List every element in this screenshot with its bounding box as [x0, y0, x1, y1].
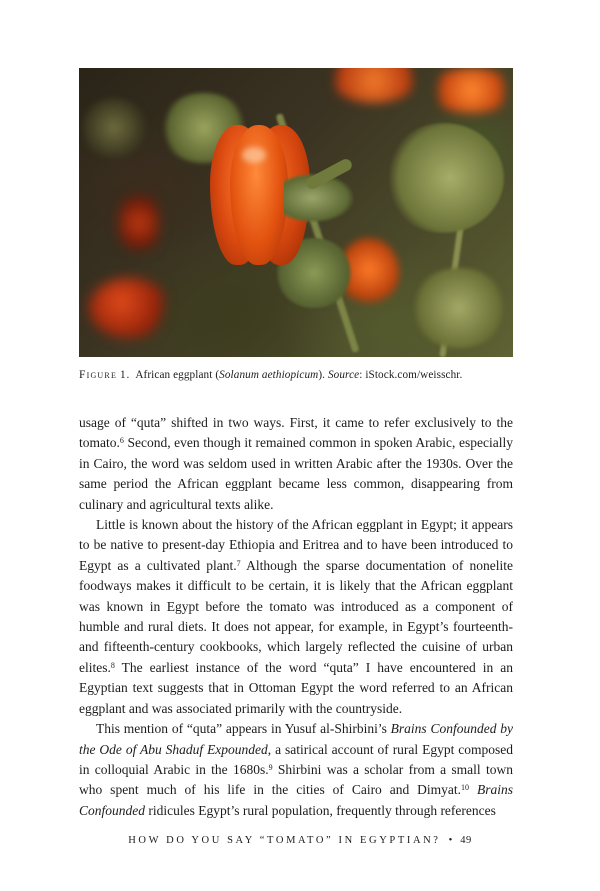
text-run: ridicules Egypt’s rural population, frequently through references — [145, 802, 496, 818]
footer-separator: • — [448, 835, 453, 846]
figure-photo — [79, 68, 513, 357]
photo-foliage — [79, 98, 149, 158]
footnote-ref-7: 7 — [236, 558, 241, 568]
figure-caption — [79, 369, 519, 381]
photo-blurred-fruit — [89, 278, 169, 338]
paragraph-1 — [79, 413, 513, 515]
text-run: usage of “quta” shifted in two ways. First, it came to refer exclusively to the tomato. — [79, 415, 513, 451]
text-run: Shirbini was a scholar from a small town who spent much of his life in the cities of Cairo and Dimyat. — [79, 761, 513, 798]
photo-blurred-fruit — [429, 68, 513, 113]
caption-source: : iStock.com/weisschr. — [359, 369, 463, 381]
text-run: This mention of “quta” appears in Yusuf al-Shirbini’s — [96, 721, 391, 737]
footnote-ref-10: 10 — [461, 783, 470, 793]
running-footer — [0, 835, 600, 846]
figure-number: 1. — [119, 369, 131, 381]
photo-leaf — [409, 268, 509, 348]
photo-blurred-fruit — [119, 188, 159, 258]
text-run: Second, even though it remained common in spoken Arabic, especially in Cairo, the word was seldom used in written Arabic after the 1930s. Over the same period the African eggplant became less common, disappearing from culinary and agricultural texts alike. — [79, 435, 513, 512]
text-run: The earliest instance of the word “quta” I have encountered in an Egyptian text suggests that in Ottoman Egypt the word referred to an African eggplant and was associated primarily with the countryside. — [79, 659, 513, 716]
caption-text: ). — [318, 369, 328, 381]
book-title-short: Brains Confounded — [79, 782, 513, 818]
text-run: Although the sparse documentation of nonelite foodways makes it difficult to be certain, it is likely that the African eggplant was known in Egypt before the tomato was introduced as a component of humble and rural diets. It does not appear, for example, in Egypt’s fourteenth- and fifteenth-century cookbooks, which largely reflected the cuisine of urban elites. — [79, 557, 513, 675]
text-run: Little is known about the history of the African eggplant in Egypt; it appears to be native to present-day Ethiopia and Eritrea and to have been introduced to Egypt as a cultivated plant. — [79, 517, 513, 573]
body-text — [79, 413, 513, 821]
running-head: HOW DO YOU SAY “TOMATO” IN EGYPTIAN? — [128, 835, 441, 846]
footnote-ref-9: 9 — [268, 762, 273, 772]
text-run: , a satirical account of rural Egypt composed in colloquial Arabic in the 1680s. — [79, 741, 513, 777]
footnote-ref-6: 6 — [119, 436, 124, 446]
paragraph-2 — [79, 515, 513, 719]
figure-label: Figure — [79, 369, 118, 381]
paragraph-3 — [79, 719, 513, 821]
caption-text: African eggplant ( — [135, 369, 220, 381]
photo-leaf — [384, 123, 504, 233]
footnote-ref-8: 8 — [110, 660, 115, 670]
text-run — [469, 782, 477, 797]
page-number: 49 — [460, 835, 472, 846]
book-title: Brains Confounded by the Ode of Abu Shaduf Expounded — [79, 721, 513, 757]
caption-source-label: Source — [327, 369, 360, 381]
caption-species: Solanum aethiopicum — [219, 369, 319, 381]
photo-blurred-fruit — [329, 68, 419, 103]
